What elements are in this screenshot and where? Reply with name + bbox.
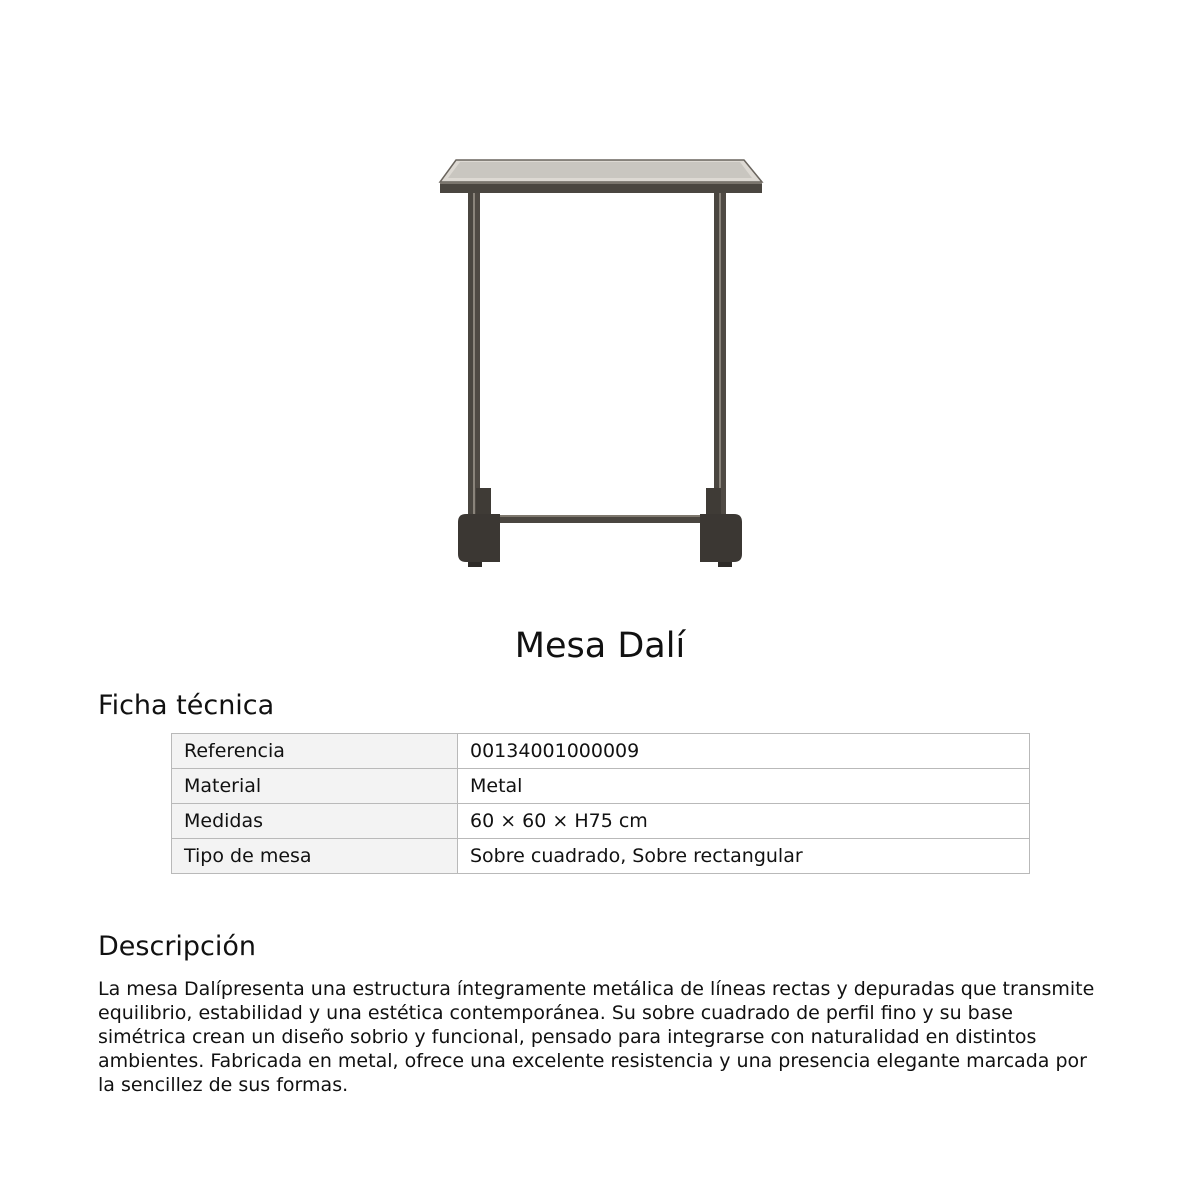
spec-key: Medidas <box>172 804 458 839</box>
spec-value: 60 × 60 × H75 cm <box>458 804 1030 839</box>
spec-value: Sobre cuadrado, Sobre rectangular <box>458 839 1030 874</box>
spec-row-table-type <box>172 839 1030 874</box>
spec-row-dimensions <box>172 804 1030 839</box>
spec-key: Tipo de mesa <box>172 839 458 874</box>
metal-side-table-icon <box>400 130 800 590</box>
description-heading: Descripción <box>98 931 257 962</box>
spec-key: Material <box>172 769 458 804</box>
spec-value: Metal <box>458 769 1030 804</box>
product-title: Mesa Dalí <box>514 626 686 666</box>
product-image <box>400 130 800 590</box>
spec-value: 00134001000009 <box>458 734 1030 769</box>
spec-row-material <box>172 769 1030 804</box>
spec-heading: Ficha técnica <box>98 690 275 721</box>
spec-table <box>171 733 1030 874</box>
spec-row-reference <box>172 734 1030 769</box>
spec-key: Referencia <box>172 734 458 769</box>
description-text: La mesa Dalípresenta una estructura íntegramente metálica de líneas rectas y depuradas que transmite equilibrio, estabilidad y una estética contemporánea. Su sobre cuadrado de perfil fino y su base simétrica crean un diseño sobrio y funcional, pensado para integrarse con naturalidad en distintos ambientes. Fabricada en metal, ofrece una excelente resistencia y una presencia elegante marcada por la sencillez de sus formas. <box>98 978 1095 1096</box>
